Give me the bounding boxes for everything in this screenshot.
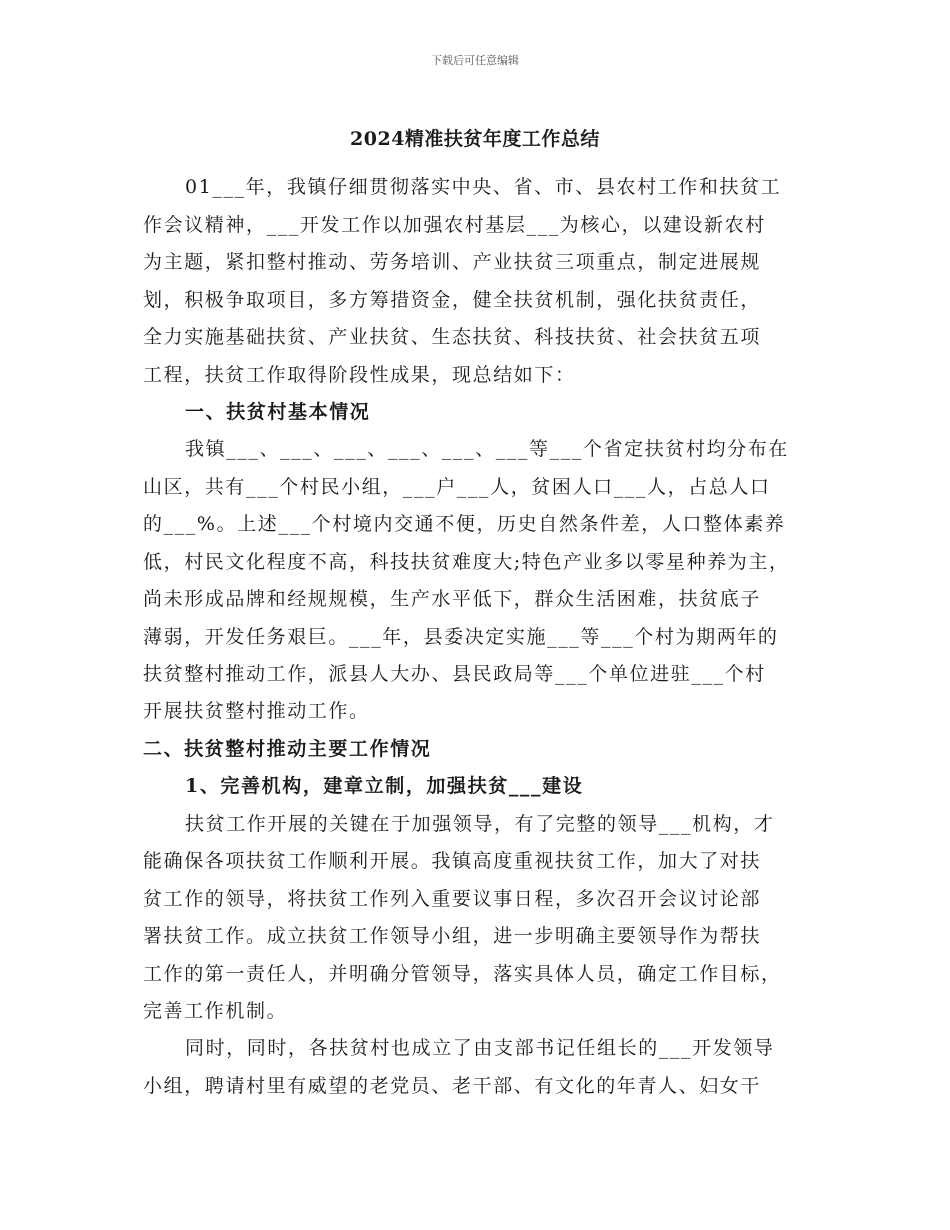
paragraph-line: 的___%。上述___个村境内交通不便，历史自然条件差，人口整体素养: [143, 513, 786, 535]
paragraph-line: 贫工作的领导，将扶贫工作列入重要议事日程，多次召开会议讨论部: [143, 888, 762, 910]
paragraph-line: 全力实施基础扶贫、产业扶贫、生态扶贫、科技扶贫、社会扶贫五项: [143, 326, 762, 348]
paragraph-line: 01___年，我镇仔细贯彻落实中央、省、市、县农村工作和扶贫工: [185, 176, 782, 198]
section-heading: 一、扶贫村基本情况: [185, 401, 371, 423]
paragraph-line: 小组，聘请村里有威望的老党员、老干部、有文化的年青人、妇女干: [143, 1075, 762, 1097]
paragraph-line: 能确保各项扶贫工作顺利开展。我镇高度重视扶贫工作，加大了对扶: [143, 850, 762, 872]
paragraph-line: 薄弱，开发任务艰巨。___年，县委决定实施___等___个村为期两年的: [143, 626, 779, 648]
paragraph-line: 我镇___、___、___、___、___、___等___个省定扶贫村均分布在: [185, 438, 789, 460]
paragraph-line: 作会议精神，___开发工作以加强农村基层___为核心，以建设新农村: [143, 214, 766, 236]
paragraph-line: 山区，共有___个村民小组，___户___人，贫困人口___人，占总人口: [143, 476, 771, 498]
paragraph-line: 低，村民文化程度不高，科技扶贫难度大;特色产业多以零星种养为主，: [143, 551, 790, 573]
paragraph-line: 尚未形成品牌和经规规模，生产水平低下，群众生活困难，扶贫底子: [143, 588, 762, 610]
paragraph-line: 扶贫工作开展的关键在于加强领导，有了完整的领导___机构，才: [185, 813, 775, 835]
paragraph-line: 署扶贫工作。成立扶贫工作领导小组，进一步明确主要领导作为帮扶: [143, 925, 762, 947]
paragraph-line: 划，积极争取项目，多方筹措资金，健全扶贫机制，强化扶贫责任，: [143, 289, 762, 311]
paragraph-line: 扶贫整村推动工作，派县人大办、县民政局等___个单位进驻___个村: [143, 663, 766, 685]
paragraph-line: 同时，同时，各扶贫村也成立了由支部书记任组长的___开发领导: [185, 1037, 775, 1059]
paragraph-line: 完善工作机制。: [143, 1000, 288, 1022]
document-title: 2024精准扶贫年度工作总结: [350, 128, 600, 150]
header-note: 下载后可任意编辑: [431, 54, 519, 67]
section-heading: 二、扶贫整村推动主要工作情况: [143, 738, 432, 760]
subsection-heading: 1、完善机构，建章立制，加强扶贫___建设: [185, 775, 584, 797]
paragraph-line: 工作的第一责任人，并明确分管领导，落实具体人员，确定工作目标，: [143, 963, 782, 985]
paragraph-line: 工程，扶贫工作取得阶段性成果，现总结如下：: [143, 364, 576, 386]
paragraph-line: 开展扶贫整村推动工作。: [143, 700, 370, 722]
paragraph-line: 为主题，紧扣整村推动、劳务培训、产业扶贫三项重点，制定进展规: [143, 251, 762, 273]
